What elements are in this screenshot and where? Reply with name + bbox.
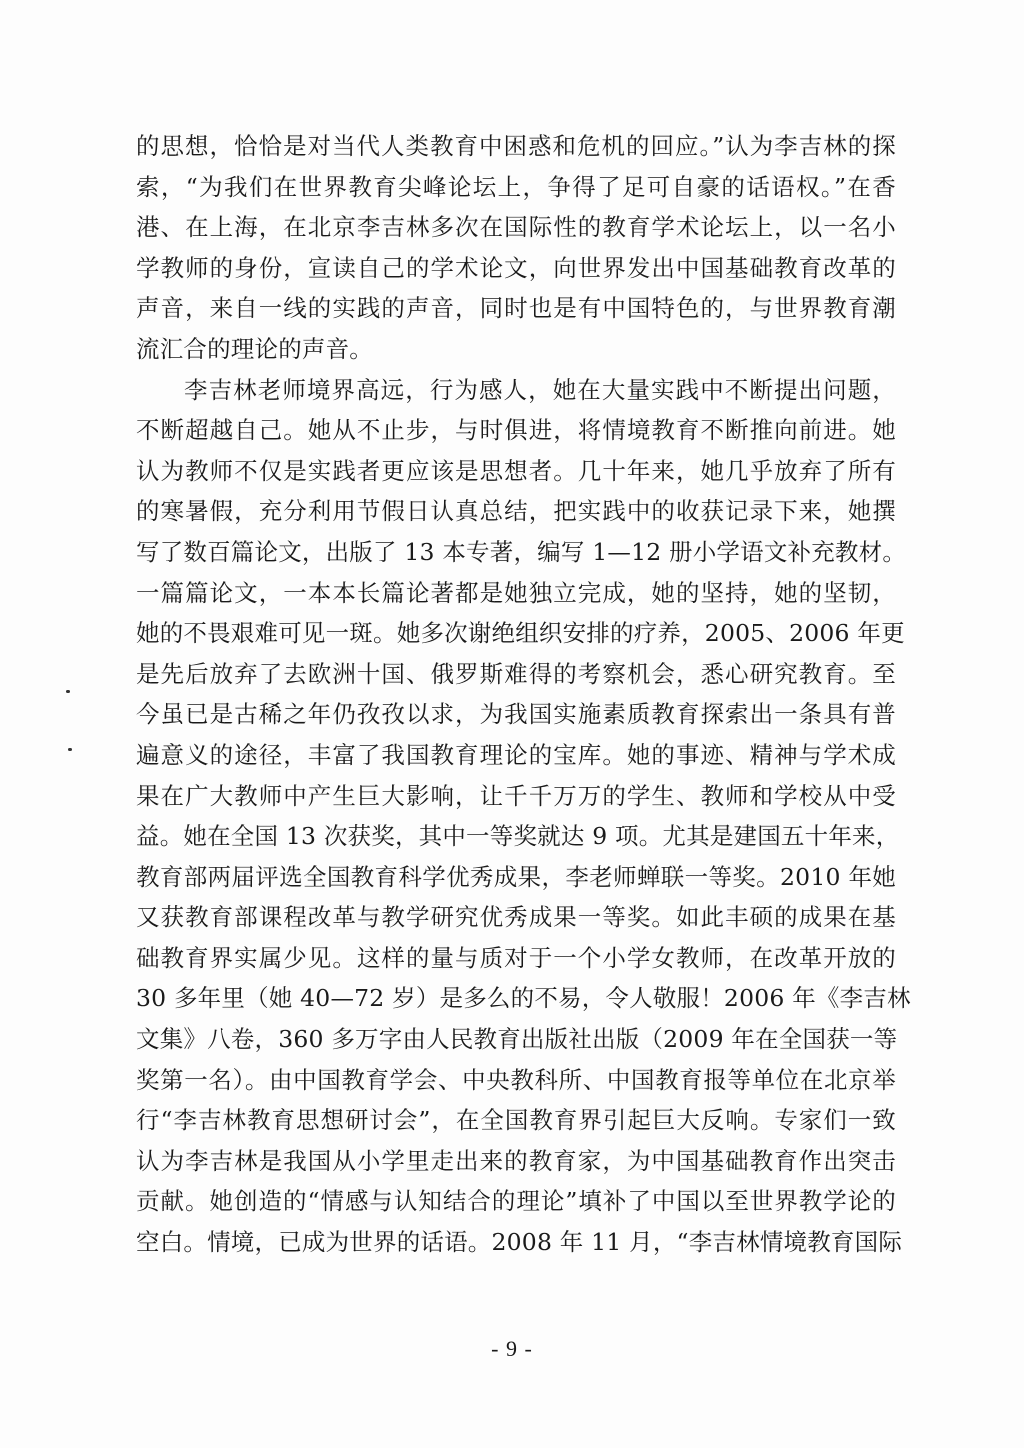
text-line: 她的不畏艰难可见一斑。她多次谢绝组织安排的疗养，2005、2006 年更 [136, 619, 905, 648]
scan-speck [68, 748, 72, 751]
text-line: 空白。情境，已成为世界的话语。2008 年 11 月，“李吉林情境教育国际 [136, 1228, 903, 1257]
text-line: 奖第一名）。由中国教育学会、中央教科所、中国教育报等单位在北京举 [136, 1065, 896, 1094]
text-line: 流汇合的理论的声音。 [136, 334, 373, 363]
text-line: 一篇篇论文，一本本长篇论著都是她独立完成，她的坚持，她的坚韧， [136, 578, 896, 607]
text-line: 果在广大教师中产生巨大影响，让千千万万的学生、教师和学校从中受 [136, 781, 896, 810]
paragraph-1 [136, 126, 896, 370]
text-line: 教育部两届评选全国教育科学优秀成果，李老师蝉联一等奖。2010 年她 [136, 862, 896, 891]
text-line: 声音，来自一线的实践的声音，同时也是有中国特色的，与世界教育潮 [136, 294, 896, 323]
body-text [136, 126, 911, 1263]
paragraph-2 [136, 370, 911, 1263]
text-line: 础教育界实属少见。这样的量与质对于一个小学女教师，在改革开放的 [136, 943, 896, 972]
text-line: 的思想，恰恰是对当代人类教育中困惑和危机的回应。”认为李吉林的探 [136, 132, 896, 160]
text-line: 写了数百篇论文，出版了 13 本专著，编写 1—12 册小学语文补充教材。 [136, 537, 907, 566]
text-line: 文集》八卷，360 多万字由人民教育出版社出版（2009 年在全国获一等 [136, 1025, 898, 1054]
page-number: - 9 - [491, 1336, 533, 1361]
text-line: 益。她在全国 13 次获奖，其中一等奖就达 9 项。尤其是建国五十年来， [136, 822, 900, 851]
text-line: 贡献。她创造的“情感与认知结合的理论”填补了中国以至世界教学论的 [136, 1187, 896, 1216]
text-line: 行“李吉林教育思想研讨会”，在全国教育界引起巨大反响。专家们一致 [136, 1106, 896, 1135]
text-line: 李吉林老师境界高远，行为感人，她在大量实践中不断提出问题， [184, 375, 896, 404]
text-line: 港、在上海，在北京李吉林多次在国际性的教育学术论坛上，以一名小 [136, 213, 896, 242]
text-line: 不断超越自己。她从不止步，与时俱进，将情境教育不断推向前进。她 [136, 416, 896, 445]
text-line: 是先后放弃了去欧洲十国、俄罗斯难得的考察机会，悉心研究教育。至 [136, 659, 896, 688]
text-line: 认为李吉林是我国从小学里走出来的教育家，为中国基础教育作出突击 [136, 1146, 896, 1175]
text-line: 又获教育部课程改革与教学研究优秀成果一等奖。如此丰硕的成果在基 [136, 903, 896, 932]
text-line: 30 多年里（她 40—72 岁）是多么的不易，令人敬服！2006 年《李吉林 [136, 984, 911, 1013]
scan-speck [66, 690, 70, 693]
text-line: 认为教师不仅是实践者更应该是思想者。几十年来，她几乎放弃了所有 [136, 456, 896, 485]
text-line: 遍意义的途径，丰富了我国教育理论的宝库。她的事迹、精神与学术成 [136, 740, 896, 769]
text-line: 的寒暑假，充分利用节假日认真总结，把实践中的收获记录下来，她撰 [136, 497, 896, 526]
text-line: 索，“为我们在世界教育尖峰论坛上，争得了足可自豪的话语权。”在香 [136, 172, 896, 201]
text-line: 今虽已是古稀之年仍孜孜以求，为我国实施素质教育探索出一条具有普 [136, 700, 896, 729]
text-line: 学教师的身份，宣读自己的学术论文，向世界发出中国基础教育改革的 [136, 253, 896, 282]
